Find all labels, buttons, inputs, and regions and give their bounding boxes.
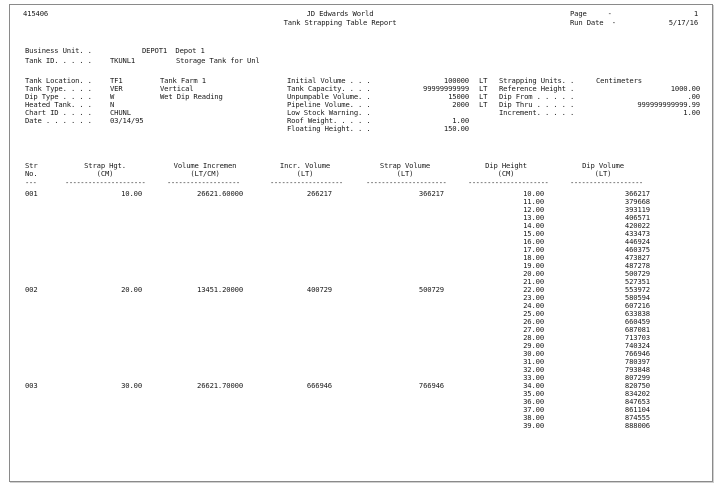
strap-cell-incr-vol: 400729 — [306, 285, 332, 294]
dip-height-value: 30.00 — [523, 349, 544, 358]
column-header: (LT) — [594, 169, 612, 178]
info-value: 03/14/95 — [110, 116, 144, 125]
column-underline: ------------------- — [270, 178, 343, 187]
dip-height-value: 37.00 — [523, 405, 544, 414]
column-header: Strap Hgt. — [84, 161, 126, 170]
right-info-values — [596, 77, 700, 117]
info-value: 150.00 — [443, 124, 469, 133]
dip-height-value: 12.00 — [523, 205, 544, 214]
dip-volume-value: 766946 — [624, 349, 650, 358]
dip-height-value: 16.00 — [523, 237, 544, 246]
run-date-label: Run Date - — [570, 18, 616, 27]
business-unit-label: Business Unit. . — [25, 46, 92, 55]
info-value: 15000 — [448, 92, 469, 101]
strap-cell-no: 003 — [25, 381, 38, 390]
header-volume-increment — [160, 162, 250, 178]
info-label: Date . . . . . . — [25, 116, 92, 125]
column-underline: --------------------- — [366, 178, 447, 187]
info-value: CHUNL — [110, 108, 131, 117]
info-value: TF1 — [110, 76, 123, 85]
tank-id-desc: Storage Tank for Unl — [176, 56, 260, 65]
dip-height-value: 35.00 — [523, 389, 544, 398]
dip-volume-value: 780397 — [624, 357, 650, 366]
info-label: Dip Type . . . . — [25, 92, 92, 101]
strap-cell-strap-vol: 766946 — [418, 381, 444, 390]
info-unit: LT — [479, 100, 488, 109]
dip-height-value: 36.00 — [523, 397, 544, 406]
dip-height-value: 33.00 — [523, 373, 544, 382]
column-underline: --------------------- — [65, 178, 146, 187]
dip-height-value: 24.00 — [523, 301, 544, 310]
page-number: 1 — [693, 9, 698, 18]
dip-volume-value: 393119 — [624, 205, 650, 214]
dip-height-value: 32.00 — [523, 365, 544, 374]
info-label: Low Stock Warning. . — [287, 108, 371, 117]
strap-cell-strap-vol: 500729 — [418, 285, 444, 294]
dip-height-value: 26.00 — [523, 317, 544, 326]
dip-volume-value: 834202 — [624, 389, 650, 398]
dip-height-value: 18.00 — [523, 253, 544, 262]
dip-volume-value: 379668 — [624, 197, 650, 206]
strap-cell-incr: 26621.70000 — [197, 381, 243, 390]
report-page — [9, 4, 713, 482]
dip-volume-value: 500729 — [624, 269, 650, 278]
dip-height-value: 20.00 — [523, 269, 544, 278]
info-value: VER — [110, 84, 123, 93]
dip-height-value: 11.00 — [523, 197, 544, 206]
column-header: No. — [25, 169, 38, 178]
info-value: 1.00 — [683, 108, 700, 117]
header-incr-volume — [265, 162, 345, 178]
dip-height-value: 22.00 — [523, 285, 544, 294]
info-label: Roof Weight. . . . . — [287, 116, 371, 125]
strap-cell-hgt: 30.00 — [121, 381, 142, 390]
info-label: Tank Capacity. . . . — [287, 84, 371, 93]
left-info-labels — [25, 77, 92, 125]
info-value: 1.00 — [452, 116, 469, 125]
strap-cell-incr-vol: 666946 — [306, 381, 332, 390]
column-underline: --------------------- — [468, 178, 549, 187]
info-desc: Wet Dip Reading — [160, 92, 223, 101]
info-value: 99999999999 — [423, 84, 469, 93]
info-label: Pipeline Volume. . . — [287, 100, 371, 109]
dip-volume-value: 713703 — [624, 333, 650, 342]
dip-height-value: 10.00 — [523, 189, 544, 198]
dip-height-value: 34.00 — [523, 381, 544, 390]
info-value: Centimeters — [596, 76, 642, 85]
strap-cell-incr: 26621.60000 — [197, 189, 243, 198]
dip-volume-value: 847653 — [624, 397, 650, 406]
dip-height-value: 15.00 — [523, 229, 544, 238]
dip-height-value: 19.00 — [523, 261, 544, 270]
info-value: 2000 — [452, 100, 469, 109]
info-label: Tank Type. . . . — [25, 84, 92, 93]
header-dip-height — [466, 162, 546, 178]
tank-id-label: Tank ID. . . . . — [25, 56, 92, 65]
dip-volume-value: 807299 — [624, 373, 650, 382]
dip-volume-value: 553972 — [624, 285, 650, 294]
info-label: Unpumpable Volume. . — [287, 92, 371, 101]
dip-height-value: 38.00 — [523, 413, 544, 422]
strap-cell-hgt: 20.00 — [121, 285, 142, 294]
dip-volume-value: 861104 — [624, 405, 650, 414]
dip-volume-value: 740324 — [624, 341, 650, 350]
dip-height-value: 13.00 — [523, 213, 544, 222]
report-id: 415406 — [23, 9, 49, 18]
column-underline: --- — [25, 178, 37, 187]
info-label: Dip From . . . . . — [499, 92, 575, 101]
dip-volume-value: 433473 — [624, 229, 650, 238]
info-value: 100000 — [443, 76, 469, 85]
dip-height-value: 14.00 — [523, 221, 544, 230]
dip-volume-value: 633838 — [624, 309, 650, 318]
info-value: W — [110, 92, 115, 101]
dip-volume-value: 420022 — [624, 221, 650, 230]
strap-cell-no: 001 — [25, 189, 38, 198]
info-label: Reference Height . — [499, 84, 575, 93]
column-underline: ------------------- — [570, 178, 643, 187]
info-value: 999999999999.99 — [637, 100, 700, 109]
info-label: Heated Tank. . . — [25, 100, 92, 109]
info-unit: LT — [479, 84, 488, 93]
info-value: .00 — [687, 92, 700, 101]
strap-cell-no: 002 — [25, 285, 38, 294]
dip-height-value: 29.00 — [523, 341, 544, 350]
info-label: Dip Thru . . . . . — [499, 100, 575, 109]
dip-volume-value: 580594 — [624, 293, 650, 302]
info-label: Strapping Units. . — [499, 76, 575, 85]
strap-cell-hgt: 10.00 — [121, 189, 142, 198]
dip-height-value: 28.00 — [523, 333, 544, 342]
dip-volume-value: 874555 — [624, 413, 650, 422]
report-title: Tank Strapping Table Report — [283, 18, 397, 27]
dip-height-value: 31.00 — [523, 357, 544, 366]
strap-cell-incr: 13451.20000 — [197, 285, 243, 294]
dip-volume-value: 473827 — [624, 253, 650, 262]
info-label: Tank Location. . — [25, 76, 92, 85]
dip-height-value: 39.00 — [523, 421, 544, 430]
dip-height-value: 17.00 — [523, 245, 544, 254]
column-header: (CM) — [96, 169, 114, 178]
left-info-values — [110, 77, 143, 125]
dip-height-value: 21.00 — [523, 277, 544, 286]
dip-height-column — [480, 190, 544, 430]
dip-height-value: 25.00 — [523, 309, 544, 318]
dip-volume-value: 406571 — [624, 213, 650, 222]
column-header: Incr. Volume — [279, 161, 331, 170]
company-name: JD Edwards World — [306, 9, 374, 18]
info-unit: LT — [479, 92, 488, 101]
middle-info-labels — [287, 77, 371, 133]
header-dip-volume — [563, 162, 643, 178]
info-label: Floating Height. . . — [287, 124, 371, 133]
dip-volume-value: 607216 — [624, 301, 650, 310]
strap-cell-strap-vol: 366217 — [418, 189, 444, 198]
info-label: Chart ID . . . . — [25, 108, 92, 117]
dip-volume-value: 527351 — [624, 277, 650, 286]
info-desc: Tank Farm 1 — [160, 76, 206, 85]
dip-volume-value: 793848 — [624, 365, 650, 374]
dip-height-value: 23.00 — [523, 293, 544, 302]
business-unit-value: DEPOT1 Depot 1 — [142, 46, 205, 55]
dip-volume-value: 460375 — [624, 245, 650, 254]
page-label: Page - — [570, 9, 612, 18]
info-value: N — [110, 100, 115, 109]
middle-info-values — [410, 77, 469, 133]
column-header: Volume Incremen — [173, 161, 237, 170]
dip-volume-value: 820750 — [624, 381, 650, 390]
run-date-value: 5/17/16 — [668, 18, 698, 27]
dip-height-value: 27.00 — [523, 325, 544, 334]
column-header: (LT) — [396, 169, 414, 178]
dip-volume-value: 487278 — [624, 261, 650, 270]
dip-volume-value: 446924 — [624, 237, 650, 246]
column-header: Str — [25, 161, 38, 170]
column-header: (CM) — [497, 169, 515, 178]
info-unit: LT — [479, 76, 488, 85]
header-strap-hgt — [65, 162, 145, 178]
column-underline: ------------------- — [167, 178, 240, 187]
info-label: Initial Volume . . . — [287, 76, 371, 85]
column-header: (LT) — [296, 169, 314, 178]
dip-volume-value: 660459 — [624, 317, 650, 326]
tank-id-value: TKUNL1 — [110, 56, 136, 65]
middle-info-units — [479, 77, 487, 109]
column-header: (LT/CM) — [190, 169, 220, 178]
dip-volume-value: 366217 — [624, 189, 650, 198]
left-info-descs — [160, 77, 223, 101]
column-header: Dip Height — [485, 161, 527, 170]
header-str — [25, 162, 38, 178]
dip-volume-value: 888006 — [624, 421, 650, 430]
right-info-labels — [499, 77, 574, 117]
dip-volume-value: 687081 — [624, 325, 650, 334]
dip-volume-column — [580, 190, 650, 430]
header-strap-volume — [365, 162, 445, 178]
info-label: Increment. . . . . — [499, 108, 575, 117]
info-value: 1000.00 — [670, 84, 700, 93]
strap-cell-incr-vol: 266217 — [306, 189, 332, 198]
column-header: Strap Volume — [379, 161, 431, 170]
column-header: Dip Volume — [582, 161, 624, 170]
info-desc: Vertical — [160, 84, 194, 93]
